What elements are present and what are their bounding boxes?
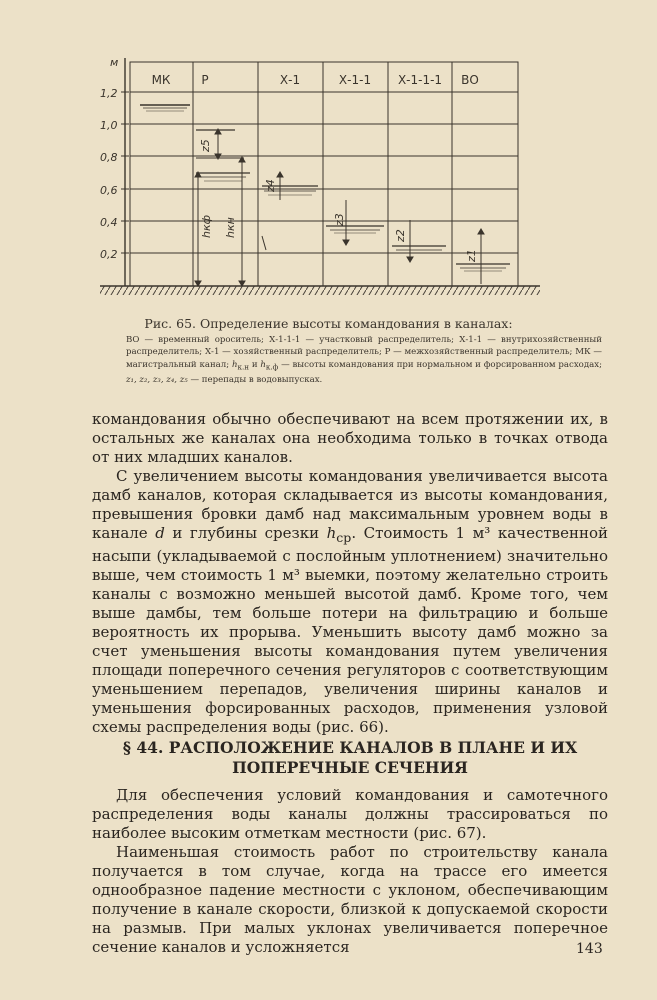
legend-h-kn: h bbox=[231, 359, 238, 370]
drop-label-z5: z5 bbox=[199, 139, 212, 152]
paragraph-2-d: d bbox=[155, 524, 165, 542]
y-tick-label-1-2: 1,2 bbox=[100, 87, 118, 100]
paragraph-2-h-sub: ср bbox=[336, 530, 352, 545]
figure-caption: Рис. 65. Определение высоты командования в каналах: bbox=[144, 316, 513, 331]
paragraph-2-part-b: и глубины срезки bbox=[164, 524, 327, 542]
column-x111: Х-1-1-1 bbox=[397, 73, 443, 87]
height-label-hkn: hкн bbox=[224, 217, 237, 238]
figure-diagram bbox=[0, 0, 657, 310]
legend-z: z₁, z₂, z₃, z₄, z₅ bbox=[126, 374, 188, 385]
y-tick-label-1-0: 1,0 bbox=[100, 119, 118, 132]
height-label-hkf: hкф bbox=[200, 214, 213, 238]
legend-h-kn-sub: к.н bbox=[237, 362, 250, 372]
y-tick-label-0-4: 0,4 bbox=[100, 216, 118, 229]
paragraph-3: Для обеспечения условий командования и самотечного распределения воды каналы должны трассироваться по наиболее высоким отметкам местности (рис. 67). bbox=[92, 786, 608, 842]
column-x11: Х-1-1 bbox=[338, 73, 372, 87]
paragraph-2 bbox=[92, 467, 608, 737]
drop-label-z4: z4 bbox=[264, 179, 277, 192]
body-section-1 bbox=[92, 410, 608, 737]
column-r: Р bbox=[201, 73, 209, 87]
column-mk: МК bbox=[151, 73, 171, 87]
paragraph-1: командования обычно обеспечивают на всем протяжении их, в остальных же каналах она необходима только в точках отвода от них младших каналов. bbox=[92, 410, 608, 466]
legend-h-kf: h bbox=[260, 359, 266, 370]
axis-unit-label: м bbox=[110, 56, 119, 69]
figure-legend bbox=[126, 334, 602, 386]
drop-label-z3: z3 bbox=[333, 213, 346, 226]
paragraph-2-h: h bbox=[326, 524, 337, 542]
water-levels bbox=[140, 105, 510, 271]
legend-end: — перепады в водовыпусках. bbox=[187, 374, 323, 385]
y-tick-label-0-8: 0,8 bbox=[100, 151, 118, 164]
figure-command-height bbox=[0, 0, 657, 310]
y-tick-label-0-6: 0,6 bbox=[100, 184, 118, 197]
section-heading: § 44. РАСПОЛОЖЕНИЕ КАНАЛОВ В ПЛАНЕ И ИХ ПОПЕРЕЧНЫЕ СЕЧЕНИЯ bbox=[122, 738, 578, 777]
ground-hatching bbox=[100, 286, 540, 295]
legend-h-kf-sub: к.ф bbox=[265, 362, 279, 372]
dimension-arrows bbox=[195, 129, 484, 286]
drop-label-z2: z2 bbox=[394, 229, 407, 242]
legend-text: ВО — временный ороситель; Х-1-1-1 — участковый распределитель; Х-1-1 — внутрихозяйственный распределитель; Х-1 — хозяйственный распределитель; Р — межхозяйственный распределитель; МК — магистральный канал; bbox=[126, 335, 602, 370]
y-tick-label-0-2: 0,2 bbox=[100, 248, 118, 261]
grid bbox=[130, 62, 518, 286]
paragraph-2-part-c: . Стоимость 1 м³ качественной насыпи (укладываемой с послойным уплотнением) значительно выше, чем стоимость 1 м³ выемки, поэтому желательно строить каналы с возможно меньшей высотой дамб. Кроме того, чем выше дамбы, тем больше потери на фильтрацию и больше вероятность их прорыва. Уменьшить высоту дамб можно за счет уменьшения высоты командования путем увеличения площади поперечного сечения регуляторов с соответствующим уменьшением перепадов, увеличения ширины каналов и уменьшения форсированных расходов, применения узловой схемы распределения воды (рис. 66). bbox=[92, 524, 609, 736]
column-x1: Х-1 bbox=[279, 73, 301, 87]
legend-tail: — высоты командования при нормальном и форсированном расходах; bbox=[278, 359, 602, 370]
column-vo: ВО bbox=[461, 73, 479, 87]
body-section-2 bbox=[92, 786, 608, 957]
legend-and: и bbox=[249, 359, 261, 370]
page-number: 143 bbox=[576, 941, 603, 957]
paragraph-2-part-a: С увеличением высоты командования увеличивается высота дамб каналов, которая складывается из высоты командования, превышения бровки дамб над максимальным уровнем воды в канале bbox=[92, 467, 608, 542]
drop-label-z1: z1 bbox=[465, 249, 478, 262]
paragraph-4: Наименьшая стоимость работ по строительству канала получается в том случае, когда на трассе его имеется однообразное падение местности с уклоном, обеспечивающим получение в канале скорости, близкой к допускаемой скорости на размыв. При малых уклонах увеличивается поперечное сечение каналов и усложняется bbox=[92, 843, 608, 956]
